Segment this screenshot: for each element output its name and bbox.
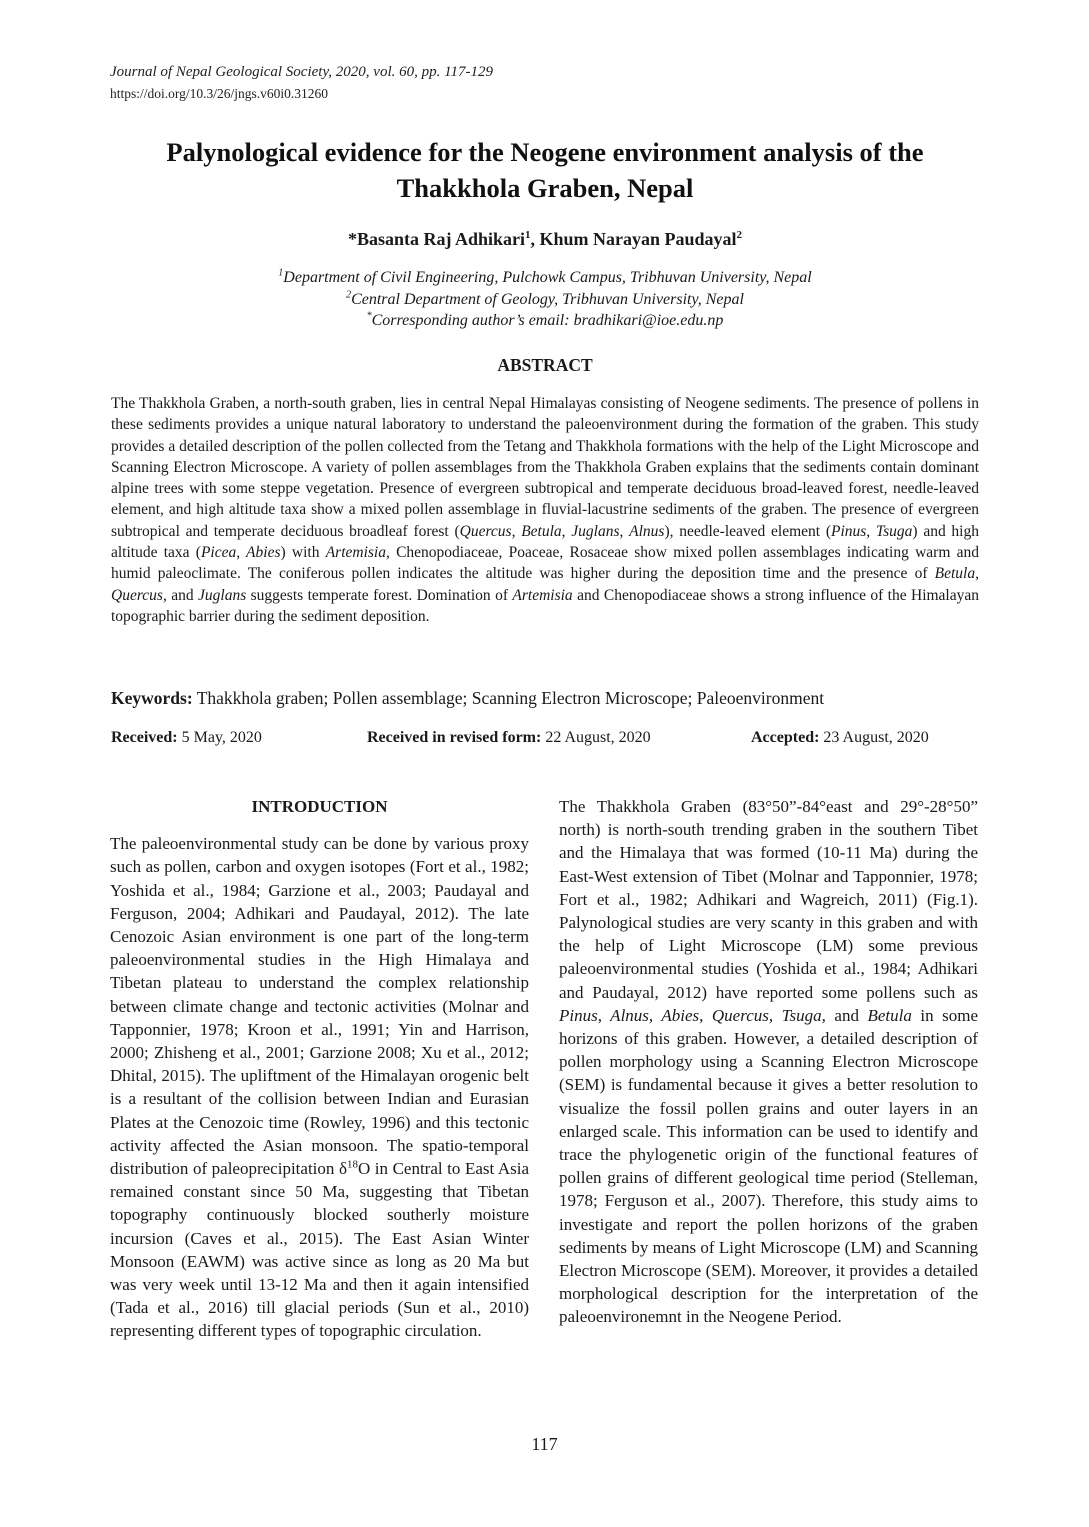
received-label: Received: xyxy=(111,729,178,746)
taxon: Quercus, Betula xyxy=(459,522,562,540)
received-date xyxy=(111,729,262,747)
accepted-label: Accepted: xyxy=(751,729,820,746)
intro-left-column xyxy=(110,795,529,1343)
abstract-text: and Chenopodiaceae shows a strong influence of the Himalayan topographic barrier during the sediment deposition. xyxy=(111,586,979,625)
abstract-text: and xyxy=(166,586,199,604)
intro-text: O in Central to East Asia remained constant since 50 Ma, suggesting that Tibetan topography continuously blocked southerly moisture incursion (Caves et al., 2015). The East Asian Winter Monsoon (EAWM) was active since as long as 20 Ma but was very week until 13-12 Ma and then it again intensified (Tada et al., 2016) till glacial periods (Sun et al., 2010) representing different types of topographic circulation. xyxy=(110,1159,529,1341)
abstract-heading: ABSTRACT xyxy=(497,355,593,375)
affiliation-1 xyxy=(100,267,990,289)
introduction-heading: INTRODUCTION xyxy=(251,797,388,816)
title-line-2: Thakkhola Graben, Nepal xyxy=(396,173,694,203)
affiliation-2-text: Central Department of Geology, Tribhuvan University, Nepal xyxy=(351,290,744,308)
taxon: Alnus xyxy=(629,522,665,540)
taxon: Juglans xyxy=(198,586,247,604)
revised-value: 22 August, 2020 xyxy=(541,729,651,746)
abstract-text: , Chenopodiaceae, Poaceae, Rosaceae show mixed pollen assemblages indicating warm and humid paleoclimate. The coniferous pollen indicates the altitude was higher during the deposition time and the presence of xyxy=(111,544,979,583)
page-number: 117 xyxy=(531,1434,558,1454)
keywords-label: Keywords: xyxy=(111,688,193,708)
taxon: Betula xyxy=(867,1005,912,1025)
affiliation-2-mark: 2 xyxy=(346,289,352,301)
affiliation-2 xyxy=(100,289,990,311)
abstract-text: suggests temperate forest. Domination of xyxy=(246,586,513,604)
corresponding-author xyxy=(100,310,990,332)
received-value: 5 May, 2020 xyxy=(177,729,262,746)
affiliation-1-mark: 1 xyxy=(278,267,284,279)
taxon: Picea, Abies xyxy=(200,544,281,562)
intro-text: and xyxy=(825,1005,868,1025)
accepted-date xyxy=(751,729,929,747)
abstract-text: , xyxy=(561,522,572,540)
abstract-text: , xyxy=(619,522,630,540)
abstract-body xyxy=(111,393,979,627)
paper-title xyxy=(100,134,990,206)
intro-text: The paleoenvironmental study can be done by various proxy such as pollen, carbon and oxygen isotopes (Fort et al., 1982; Yoshida et al., 1984; Garzione et al., 2003; Paudayal and Ferguson, 2004; Adhikari and Paudayal, 2012). The late Cenozoic Asian environment is one part of the long-term paleoenvironmental studies in the High Himalaya and Tibetan plateau to understand the complex relationship between climate change and tectonic activities (Molnar and Tapponnier, 1978; Kroon et al., 1991; Yin and Harrison, 2000; Zhisheng et al., 2001; Garzione 2008; Xu et al., 2012; Dhital, 2015). The upliftment of the Himalayan orogenic belt is a resultant of the collision between Indian and Eurasian Plates at the Cenozoic time (Rowley, 1996) and this tectonic activity affected the Asian monsoon. The spatio-temporal distribution of paleoprecipitation δ xyxy=(110,834,529,1179)
title-line-1: Palynological evidence for the Neogene environment analysis of the xyxy=(166,137,924,167)
taxon: Pinus, Tsuga xyxy=(831,522,913,540)
keywords xyxy=(111,688,824,709)
taxon: Artemisia xyxy=(512,586,573,604)
taxon: Artemisia xyxy=(325,544,386,562)
revised-label: Received in revised form: xyxy=(367,729,542,746)
intro-text: The Thakkhola Graben (83°50”-84°east and 29°-28°50” north) is north-south trending graben in the southern Tibet and the Himalaya that was formed (10-11 Ma) during the East-West extension of Tibet (Molnar and Tapponnier, 1978; Fort et al., 1982; Adhikari and Wagreich, 2011) (Fig.1). Palynological studies are very scanty in this graben and with the help of Light Microscope (LM) some previous paleoenvironmental studies (Yoshida et al., 1984; Adhikari and Paudayal, 2012) have reported some pollens such as xyxy=(559,797,978,1002)
author-1: *Basanta Raj Adhikari xyxy=(347,229,525,249)
abstract-text: ) with xyxy=(280,544,326,562)
doi-link[interactable]: https://doi.org/10.3/26/jngs.v60i0.31260 xyxy=(110,86,329,101)
taxon: Pinus, Alnus, Abies, Quercus, Tsuga, xyxy=(559,1005,826,1025)
abstract-text: ) and high altitude taxa ( xyxy=(111,522,979,562)
author-list xyxy=(100,229,990,250)
author-1-affil: 1 xyxy=(525,229,531,241)
author-2-affil: 2 xyxy=(736,229,743,241)
keywords-text: Thakkhola graben; Pollen assemblage; Scanning Electron Microscope; Paleoenvironment xyxy=(192,688,825,708)
revised-date xyxy=(367,729,651,747)
taxon: Juglans xyxy=(571,522,620,540)
isotope-superscript: 18 xyxy=(346,1158,358,1171)
journal-citation: Journal of Nepal Geological Society, 2020, vol. 60, pp. 117-129 xyxy=(110,64,493,80)
intro-right-column xyxy=(559,795,978,1329)
corresponding-mark: * xyxy=(366,310,372,322)
accepted-value: 23 August, 2020 xyxy=(819,729,929,746)
intro-text: in some horizons of this graben. However, a detailed description of pollen morphology using a Scanning Electron Microscope (SEM) is fundamental because it gives a better resolution to visualize the fossil pollen grains and outer layers in an enlarged scale. This information can be used to identify and trace the phylogenetic origin of the functional features of pollen grains of different geological time period (Stelleman, 1978; Ferguson et al., 2007). Therefore, this study aims to investigate and report the pollen horizons of the graben sediments by means of Light Microscope (LM) and Scanning Electron Microscope (SEM). Moreover, it provides a detailed morphological description for the interpretation of the paleoenvironemnt in the Neogene Period. xyxy=(559,1005,978,1327)
abstract-text: The Thakkhola Graben, a north-south graben, lies in central Nepal Himalayas consisting of Neogene sediments. The presence of pollens in these sediments provides a unique natural laboratory to understand the paleoenvironment during the formation of the graben. This study provides a detailed description of the pollen collected from the Tetang and Thakkhola formations with the help of the Light Microscope and Scanning Electron Microscope. A variety of pollen assemblages from the Thakkhola Graben explains that the sediments contain dominant alpine trees with some steppe vegetation. Presence of evergreen subtropical and temperate deciduous broad-leaved forest, needle-leaved element, and high altitude taxa show a mixed pollen assemblage in fluvial-lacustrine sediments of the graben. The presence of evergreen subtropical and temperate deciduous broadleaf forest ( xyxy=(111,395,979,540)
author-separator: , xyxy=(530,229,540,249)
taxon: Betula, Quercus, xyxy=(111,565,979,604)
affiliation-1-text: Department of Civil Engineering, Pulchowk Campus, Tribhuvan University, Nepal xyxy=(283,269,812,286)
author-2: Khum Narayan Paudayal xyxy=(539,229,737,249)
affiliations xyxy=(100,267,990,332)
corresponding-email: Corresponding author’s email: bradhikari@ioe.edu.np xyxy=(371,312,724,329)
abstract-text: ), needle-leaved element ( xyxy=(664,522,831,540)
